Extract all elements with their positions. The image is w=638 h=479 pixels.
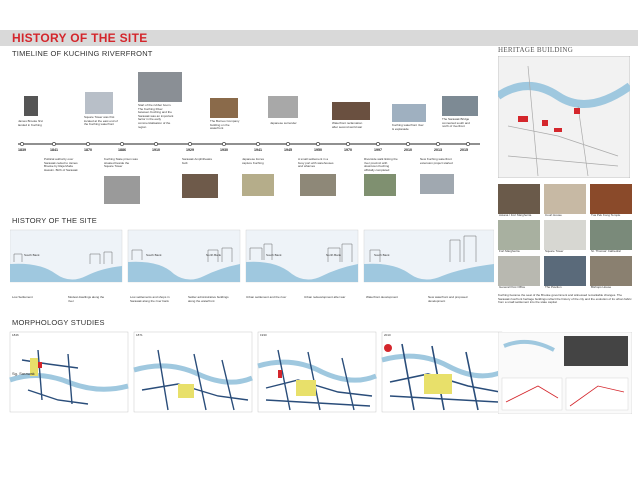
heritage-label: Fort Margherita [499,249,520,253]
timeline-year: 1886 [118,148,126,152]
section-2 [128,230,240,282]
morphology-maps [8,330,504,414]
timeline-caption: A small settlement in a busy port with warehouses and wharves [298,157,334,169]
heritage-heading: HERITAGE BUILDING [498,46,574,54]
timeline-year: 1950 [314,148,322,152]
timeline-caption: Kuching State prison was situated beside the Square Tower [104,157,138,169]
heritage-label: Bishops House [591,285,612,289]
timeline-year: 1997 [374,148,382,152]
heritage-label: The Pavilion [545,285,562,289]
heritage-map [498,56,630,178]
heritage-label: Square Tower [545,249,564,253]
timeline-year: 1839 [18,148,26,152]
timeline-year: 2010 [404,148,412,152]
section-caption: Settler administrative buildings along the waterfront [188,295,229,303]
section-tag: South Bank [146,253,162,257]
rubber-boom-photo [138,72,182,102]
settlement-photo [300,174,336,196]
heritage-label: Tua Pek Kong Temple [591,213,621,217]
portrait-photo [24,96,38,116]
timeline-caption: Start of the rubber boom. The Kuching River between Kuching and the Sarawak was an important factor in the early commercialisation of the region [138,103,174,129]
timeline-caption: The Sarawak Bridge connected south and north of riverfront [442,117,470,129]
timeline-caption: Sarawak Amphitheatre built [182,157,213,165]
map-year-label: 1930 [260,333,267,337]
timeline-caption: Political authority over Sarawak ceded to James Brooke by Raja Muda Hassim. Birth of Sarawak [44,157,78,172]
timeline-year: 1910 [152,148,160,152]
reclamation-photo [332,102,370,120]
timeline-caption: Kuching waterfront river & esplanade [392,123,424,131]
map-year-label: 2010 [384,333,391,337]
section-caption: Urban settlement and the river [246,295,287,299]
timeline-caption: James Brooke first landed in Kuching [18,119,43,127]
river-label: Sg. Sarawak [12,371,35,376]
borneo-company-photo [210,98,238,118]
riverside-walk-photo [364,174,396,196]
section-caption: Waterfront development [366,295,398,299]
prison-photo [104,176,140,204]
timeline-year: 1929 [186,148,194,152]
timeline-caption: Riverside walk linking the river precinct with downtown Kuching officially completed [364,157,398,172]
heritage-label: Court House [545,213,562,217]
timeline-caption: Waterfront reclamation after second world war [332,121,363,129]
amphitheatre-photo [182,174,218,198]
timeline-year: 1930 [220,148,228,152]
map-1930 [258,332,376,412]
timeline-year: 1841 [50,148,58,152]
timeline-year: 1870 [84,148,92,152]
section-tag: North Bank [206,253,222,257]
waterfront-photo [392,104,426,122]
heritage-caption: Kuching became the seat of the Brooke government and witnessed remarkable changes. The Sarawak riverfront heritage buildings reflect the history of the city and the evolution of its urban fabric from a small settlement into the state capital. [498,293,632,305]
heritage-label: Astana / Fort Margherita [499,213,532,217]
timeline-heading: TIMELINE OF KUCHING RIVERFRONT [12,49,153,58]
section-caption: Urban redevelopment after war [304,295,346,299]
map-1871 [134,332,252,412]
bridge-photo [442,96,478,116]
site-context-panel [498,332,632,414]
timeline-caption: Japanese surrender [270,121,297,125]
extension-photo [420,174,454,194]
timeline-year: 2015 [460,148,468,152]
section-tag: South Bank [266,253,282,257]
heritage-label: St. Thomas' Cathedral [591,249,621,253]
map-year-label: 1846 [12,333,19,337]
heritage-label: General Post Office [499,285,526,289]
timeline-year: 2013 [434,148,442,152]
section-tag: North Bank [326,253,342,257]
map-2010 [382,332,502,412]
timeline-year: 1941 [254,148,262,152]
section-tag: South Bank [374,253,390,257]
heritage-photos [498,184,632,286]
japanese-surrender-photo [268,96,298,118]
morphology-heading: MORPHOLOGY STUDIES [12,318,105,327]
square-tower-photo [85,92,113,114]
japanese-capture-photo [242,174,274,196]
timeline-year: 1970 [344,148,352,152]
timeline-markers [10,138,490,150]
section-3 [246,230,358,282]
section-caption: Low Settlement [12,295,33,299]
history-heading: HISTORY OF THE SITE [12,216,97,225]
section-tag: South Bank [24,253,40,257]
map-year-label: 1871 [136,333,143,337]
page-title: HISTORY OF THE SITE [12,31,148,45]
section-caption: Low settlements and shops in Sarawak along the river bank [130,295,170,303]
timeline-graphic [10,62,490,212]
timeline-caption: The Borneo Company building on the waterfront [210,119,240,131]
timeline-caption: Square Tower was first located at the east end of the Kuching waterfront [84,115,118,127]
section-caption: New waterfront and proposed development [428,295,468,303]
timeline-caption: Japanese forces capture Kuching [242,157,265,165]
timeline-year: 1945 [284,148,292,152]
timeline-caption: New Kuching waterfront extension project started [420,157,453,165]
section-caption: Modest dwellings along the river [68,295,105,303]
